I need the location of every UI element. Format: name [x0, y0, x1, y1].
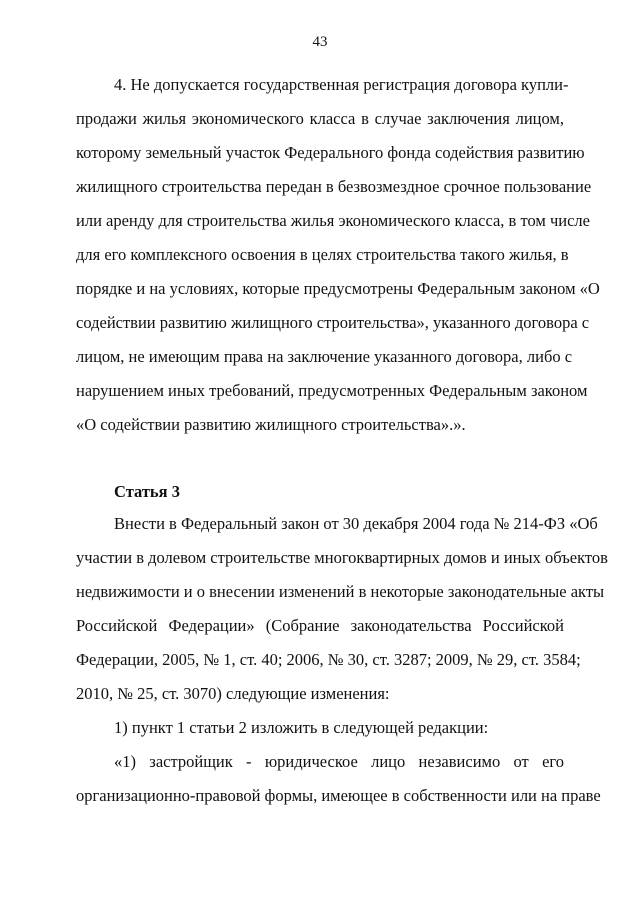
paragraph-line: Внести в Федеральный закон от 30 декабря 2004 года № 214-ФЗ «Об	[114, 514, 598, 533]
paragraph-line: нарушением иных требований, предусмотренных Федеральным законом	[76, 381, 588, 400]
paragraph-line: организационно-правовой формы, имеющее в собственности или на праве	[76, 786, 601, 805]
paragraph-line: жилищного строительства передан в безвозмездное срочное пользование	[76, 177, 592, 196]
paragraph-line: Российской Федерации» (Собрание законодательства Российской	[76, 616, 564, 635]
page-number: 43	[312, 34, 328, 50]
paragraph-line: для его комплексного освоения в целях строительства такого жилья, в	[76, 245, 569, 264]
paragraph-line: которому земельный участок Федерального фонда содействия развитию	[76, 143, 585, 162]
paragraph-line: Федерации, 2005, № 1, ст. 40; 2006, № 30, ст. 3287; 2009, № 29, ст. 3584;	[76, 650, 581, 669]
paragraph-line: лицом, не имеющим права на заключение указанного договора, либо с	[76, 347, 573, 366]
paragraph-line: 4. Не допускается государственная регистрация договора купли-	[114, 75, 569, 94]
paragraph-line: участии в долевом строительстве многоквартирных домов и иных объектов	[76, 548, 608, 567]
list-item-1: 1) пункт 1 статьи 2 изложить в следующей редакции:	[114, 718, 489, 737]
paragraph-line: 2010, № 25, ст. 3070) следующие изменения:	[76, 684, 390, 703]
paragraph-line: порядке и на условиях, которые предусмотрены Федеральным законом «О	[76, 279, 600, 298]
paragraph-line: содействии развитию жилищного строительства», указанного договора с	[76, 313, 590, 332]
paragraph-line: продажи жилья экономического класса в случае заключения лицом,	[76, 109, 564, 128]
paragraph-line: «1) застройщик - юридическое лицо независимо от его	[114, 752, 564, 771]
article-heading: Статья 3	[114, 482, 180, 501]
paragraph-line: «О содействии развитию жилищного строительства».».	[76, 415, 466, 434]
paragraph-line: или аренду для строительства жилья экономического класса, в том числе	[76, 211, 590, 230]
paragraph-line: недвижимости и о внесении изменений в некоторые законодательные акты	[76, 582, 605, 601]
